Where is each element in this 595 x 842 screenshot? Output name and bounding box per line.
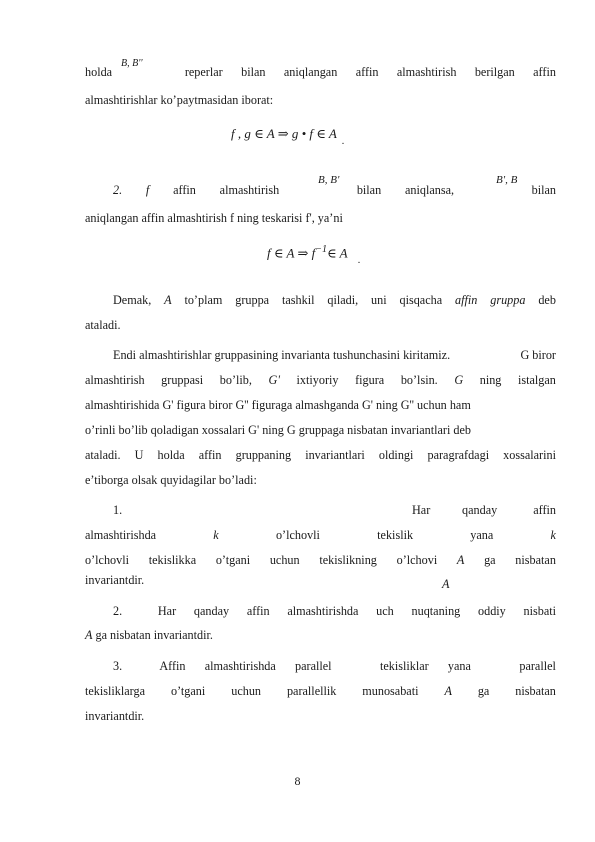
frame-label: B, B'' [121,58,143,69]
word: oddiy [478,604,506,618]
word: tashkil [281,293,315,307]
word: tekislikka [148,553,197,567]
word: f [145,183,150,197]
word: bo’lib, [219,373,252,387]
formula-dot: . [358,255,361,266]
word: yana [447,659,471,673]
list-item-line: invariantdir. [85,709,145,723]
formula-part: f ∈ A ⇒ f [267,245,316,261]
word: invariantdir. [85,573,145,587]
word: Demak, [113,293,152,307]
word: affin [246,604,270,618]
word: k [550,528,556,542]
word: qiladi, [327,293,359,307]
word: G biror [520,348,556,362]
word: almashtirish [396,65,457,79]
word: holda [157,448,185,462]
word: uchun [231,684,262,698]
word: almashtirish [219,183,280,197]
list-item-line [85,683,556,699]
word: qanday [462,503,498,517]
word: A [164,293,172,307]
word: tekisliklarga [85,684,146,698]
word: to’plam [184,293,223,307]
frame-label: B, B' [318,174,340,186]
word: parallellik [286,684,337,698]
word: o’lchovi [396,553,438,567]
word: gruppaning [235,448,292,462]
word: affin [198,448,222,462]
word: munosabati [362,684,419,698]
word: paragrafdagi [427,448,490,462]
word: qanday [193,604,230,618]
frame-label: B', B [496,174,518,186]
word: tekisliklar [379,659,429,673]
word: A [444,684,452,698]
formula-dot: . [342,136,345,147]
spacer [490,658,500,674]
item-number: 1. [113,503,123,517]
word: deb [538,293,556,307]
word: invariantlari [305,448,365,462]
word: bilan [531,183,556,197]
list-item-line [85,658,556,674]
paragraph-line: ataladi. [85,318,121,332]
word: Har [412,503,431,517]
word: A [442,577,450,591]
paragraph-line: o’rinli bo’lib qoladigan xossalari G' ning G gruppaga nisbatan invariantlari deb [85,423,472,437]
word: xossalarini [503,448,556,462]
word: Affin [159,659,186,673]
word: gruppasi [161,373,204,387]
word: affin [533,503,556,517]
item-number: 2. [113,604,123,618]
word: nisbatan [515,684,556,698]
word: bilan [241,65,266,79]
word: affin [455,293,478,307]
paragraph-line [85,447,556,463]
word: uchun [269,553,300,567]
word: affin [173,183,196,197]
formula: f , g ∈ A ⇒ g • f ∈ A [231,126,337,141]
word: almashtirishda [287,604,359,618]
word: G' [268,373,280,387]
word: A [456,553,465,567]
paragraph-line [85,64,556,80]
word: Endi almashtirishlar gruppasining invarianta tushunchasini kiritamiz. [113,348,451,362]
word: nisbati [523,604,556,618]
list-item-line [85,603,556,619]
word: o’lchovli [275,528,320,542]
word: ga nisbatan invariantdir. [92,628,213,642]
word: aniqlansa, [404,183,455,197]
word: gruppa [490,293,526,307]
word: almashtirishda [85,528,157,542]
item-number: 2. [113,183,123,197]
paragraph-line: almashtirishida G' figura biror G'' figuraga almashganda G' ning G'' uchun ham [85,398,471,412]
word: nisbatan [515,553,556,567]
word: holda [85,65,113,79]
page-number: 8 [294,774,301,788]
word: tekislik [377,528,414,542]
word: uni [371,293,387,307]
spacer [351,658,361,674]
paragraph-line: almashtirishlar ko’paytmasidan iborat: [85,93,274,107]
paragraph-line [85,292,556,308]
word: uch [376,604,394,618]
word: ataladi. [85,448,121,462]
word: G [454,373,464,387]
word: k [213,528,219,542]
list-item-line [85,572,556,591]
paragraph-line [85,347,556,363]
list-item-line [85,552,556,568]
word: ga [484,553,496,567]
word: nuqtaning [411,604,461,618]
word: almashtirish [85,373,145,387]
word: ixtiyoriy [296,373,339,387]
word: figura [355,373,385,387]
word: aniqlangan [283,65,338,79]
word: Har [157,604,177,618]
word: parallel [295,659,332,673]
word: reperlar [184,65,223,79]
list-item-line [85,627,556,643]
word: parallel [519,659,556,673]
word: o’tgani [170,684,206,698]
word: istalgan [517,373,556,387]
word: U [134,448,144,462]
list-item-line [85,527,556,543]
item-number: 3. [113,659,123,673]
paragraph-line: e’tiborga olsak quyidagilar bo’ladi: [85,473,257,487]
word: yana [470,528,494,542]
word: almashtirishda [204,659,276,673]
formula [267,244,348,261]
paragraph-line [85,372,556,388]
word: affin [533,65,556,79]
paragraph-line: aniqlangan affin almashtirish f ning teskarisi f', ya’ni [85,211,343,225]
word: ning [479,373,502,387]
word: bilan [356,183,382,197]
word: ga [477,684,490,698]
word: berilgan [474,65,515,79]
word: o’lchovli [85,553,130,567]
word: oldingi [378,448,414,462]
formula-part: ∈ A [326,245,348,261]
word: o’tgani [215,553,251,567]
word: qisqacha [399,293,443,307]
word: affin [355,65,379,79]
formula-superscript: −1 [315,244,327,255]
word: gruppa [235,293,270,307]
word: A [85,628,93,642]
word: bo’lsin. [400,373,438,387]
word: tekislikning [319,553,377,567]
